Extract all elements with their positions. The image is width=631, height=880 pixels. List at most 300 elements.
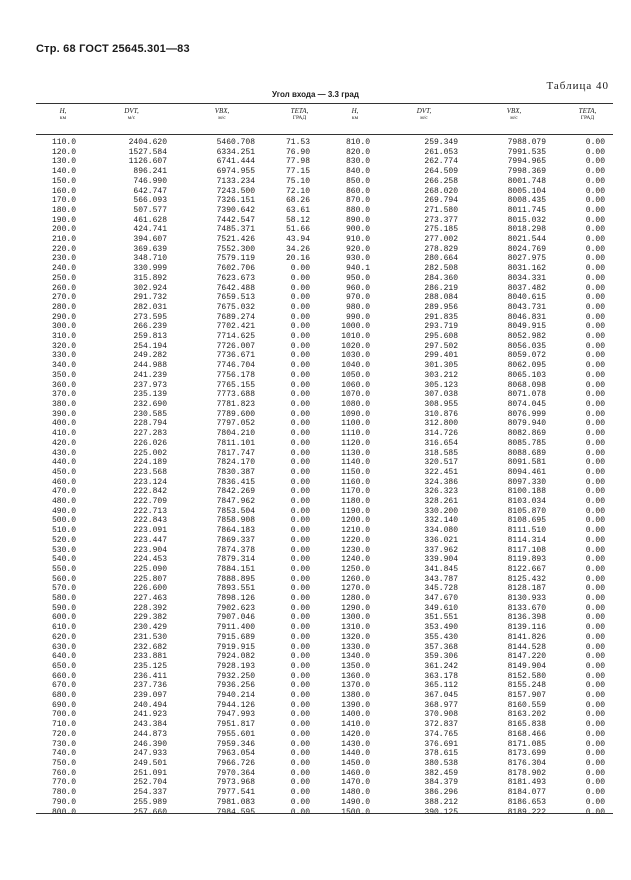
table-cell: 1480.0 bbox=[341, 788, 370, 798]
table-cell: 7994.965 bbox=[507, 157, 546, 167]
table-cell: 232.682 bbox=[133, 642, 167, 652]
table-cell: 233.881 bbox=[133, 652, 167, 662]
table-cell: 222.843 bbox=[133, 516, 167, 526]
table-cell: 8021.544 bbox=[507, 235, 546, 245]
table-cell: 8027.975 bbox=[507, 254, 546, 264]
table-cell: 0.00 bbox=[585, 157, 605, 167]
table-cell: 0.00 bbox=[585, 215, 605, 225]
table-cell: 390.0 bbox=[51, 409, 76, 419]
table-cell: 7485.371 bbox=[216, 225, 255, 235]
table-cell: 7797.052 bbox=[216, 419, 255, 429]
table-cell: 275.185 bbox=[424, 225, 458, 235]
table-cell: 830.0 bbox=[345, 157, 370, 167]
table-cell: 0.00 bbox=[585, 710, 605, 720]
table-row bbox=[36, 555, 613, 565]
table-cell: 0.00 bbox=[290, 448, 310, 458]
table-cell: 840.0 bbox=[345, 167, 370, 177]
table-cell: 241.239 bbox=[133, 370, 167, 380]
table-cell: 303.212 bbox=[424, 370, 458, 380]
table-cell: 7326.151 bbox=[216, 196, 255, 206]
table-cell: 345.728 bbox=[424, 584, 458, 594]
table-cell: 8056.035 bbox=[507, 341, 546, 351]
table-cell: 700.0 bbox=[51, 710, 76, 720]
table-cell: 7924.082 bbox=[216, 652, 255, 662]
table-cell: 0.00 bbox=[290, 535, 310, 545]
table-cell: 800.0 bbox=[51, 807, 76, 817]
table-cell: 8071.078 bbox=[507, 390, 546, 400]
table-cell: 266.258 bbox=[424, 176, 458, 186]
table-cell: 223.091 bbox=[133, 526, 167, 536]
table-cell: 0.00 bbox=[585, 729, 605, 739]
table-cell: 278.829 bbox=[424, 244, 458, 254]
table-cell: 0.00 bbox=[585, 273, 605, 283]
table-cell: 244.988 bbox=[133, 361, 167, 371]
table-cell: 369.639 bbox=[133, 244, 167, 254]
table-cell: 0.00 bbox=[290, 351, 310, 361]
table-cell: 7966.726 bbox=[216, 759, 255, 768]
table-cell: 500.0 bbox=[51, 516, 76, 526]
table-cell: 0.00 bbox=[585, 429, 605, 439]
table-cell: 0.00 bbox=[585, 739, 605, 749]
table-cell: 324.386 bbox=[424, 477, 458, 487]
table-cell: 250.0 bbox=[51, 273, 76, 283]
table-row bbox=[36, 652, 613, 662]
table-cell: 8136.398 bbox=[507, 613, 546, 623]
table-row bbox=[36, 584, 613, 594]
table-label: Таблица 40 bbox=[546, 80, 609, 92]
table-cell: 810.0 bbox=[345, 138, 370, 147]
table-cell: 1040.0 bbox=[341, 361, 370, 371]
table-cell: 251.091 bbox=[133, 768, 167, 778]
table-cell: 1380.0 bbox=[341, 691, 370, 701]
table-row bbox=[36, 303, 613, 313]
table-cell: 424.741 bbox=[133, 225, 167, 235]
table-cell: 51.66 bbox=[285, 225, 310, 235]
table-cell: 370.908 bbox=[424, 710, 458, 720]
table-cell: 273.595 bbox=[133, 312, 167, 322]
table-cell: 7932.250 bbox=[216, 671, 255, 681]
table-cell: 0.00 bbox=[585, 584, 605, 594]
table-row bbox=[36, 788, 613, 798]
table-cell: 390.125 bbox=[424, 807, 458, 817]
table-cell: 400.0 bbox=[51, 419, 76, 429]
table-cell: 1470.0 bbox=[341, 778, 370, 788]
table-row bbox=[36, 177, 613, 187]
table-cell: 0.00 bbox=[585, 302, 605, 312]
table-cell: 0.00 bbox=[585, 671, 605, 681]
table-cell: 0.00 bbox=[585, 768, 605, 778]
table-cell: 8152.580 bbox=[507, 671, 546, 681]
table-cell: 68.26 bbox=[285, 196, 310, 206]
table-cell: 8091.581 bbox=[507, 458, 546, 468]
table-cell: 7973.968 bbox=[216, 778, 255, 788]
table-cell: 269.794 bbox=[424, 196, 458, 206]
table-cell: 297.502 bbox=[424, 341, 458, 351]
table-cell: 1260.0 bbox=[341, 574, 370, 584]
table-cell: 7773.688 bbox=[216, 390, 255, 400]
table-row bbox=[36, 468, 613, 478]
table-cell: 910.0 bbox=[345, 235, 370, 245]
table-cell: 1220.0 bbox=[341, 535, 370, 545]
table-row bbox=[36, 134, 613, 148]
table-cell: 0.00 bbox=[585, 555, 605, 565]
table-cell: 710.0 bbox=[51, 720, 76, 730]
table-cell: 7442.547 bbox=[216, 215, 255, 225]
table-cell: 7804.210 bbox=[216, 429, 255, 439]
table-cell: 7984.595 bbox=[216, 807, 255, 817]
table-cell: 0.00 bbox=[585, 526, 605, 536]
table-cell: 1430.0 bbox=[341, 739, 370, 749]
table-cell: 291.835 bbox=[424, 312, 458, 322]
table-cell: 0.00 bbox=[290, 661, 310, 671]
table-cell: 1130.0 bbox=[341, 448, 370, 458]
table-cell: 550.0 bbox=[51, 564, 76, 574]
table-cell: 0.00 bbox=[585, 409, 605, 419]
table-cell: 0.00 bbox=[585, 594, 605, 604]
table-cell: 430.0 bbox=[51, 448, 76, 458]
table-cell: 244.873 bbox=[133, 729, 167, 739]
table-cell: 223.447 bbox=[133, 535, 167, 545]
table-cell: 348.710 bbox=[133, 254, 167, 264]
table-cell: 730.0 bbox=[51, 739, 76, 749]
table-cell: 0.00 bbox=[585, 506, 605, 516]
table-row bbox=[36, 769, 613, 779]
table-cell: 8144.528 bbox=[507, 642, 546, 652]
table-cell: 8117.108 bbox=[507, 545, 546, 555]
table-cell: 0.00 bbox=[290, 312, 310, 322]
table-row bbox=[36, 497, 613, 507]
col-header-h: H, км bbox=[59, 107, 67, 121]
table-cell: 1120.0 bbox=[341, 438, 370, 448]
table-cell: 8062.095 bbox=[507, 361, 546, 371]
col-header-teta-2: ТЕТА, ГРАД bbox=[578, 107, 597, 121]
table-cell: 270.0 bbox=[51, 293, 76, 303]
table-cell: 282.031 bbox=[133, 302, 167, 312]
table-cell: 0.00 bbox=[290, 264, 310, 274]
table-cell: 262.774 bbox=[424, 157, 458, 167]
table-cell: 228.794 bbox=[133, 419, 167, 429]
table-cell: 226.600 bbox=[133, 584, 167, 594]
table-cell: 0.00 bbox=[290, 681, 310, 691]
table-cell: 0.00 bbox=[585, 632, 605, 642]
table-cell: 0.00 bbox=[290, 778, 310, 788]
table-cell: 0.00 bbox=[585, 380, 605, 390]
table-cell: 990.0 bbox=[345, 312, 370, 322]
table-cell: 7879.314 bbox=[216, 555, 255, 565]
table-row bbox=[36, 167, 613, 177]
table-cell: 8173.699 bbox=[507, 749, 546, 759]
table-cell: 249.501 bbox=[133, 759, 167, 768]
table-cell: 8097.330 bbox=[507, 477, 546, 487]
table-row bbox=[36, 390, 613, 400]
table-cell: 357.368 bbox=[424, 642, 458, 652]
table-row bbox=[36, 507, 613, 517]
table-cell: 1180.0 bbox=[341, 497, 370, 507]
table-cell: 0.00 bbox=[585, 312, 605, 322]
table-cell: 295.608 bbox=[424, 332, 458, 342]
table-cell: 1250.0 bbox=[341, 564, 370, 574]
table-cell: 160.0 bbox=[51, 186, 76, 196]
table-cell: 8015.032 bbox=[507, 215, 546, 225]
table-cell: 590.0 bbox=[51, 603, 76, 613]
table-cell: 225.807 bbox=[133, 574, 167, 584]
table-cell: 351.551 bbox=[424, 613, 458, 623]
table-cell: 1330.0 bbox=[341, 642, 370, 652]
table-cell: 7642.488 bbox=[216, 283, 255, 293]
table-row bbox=[36, 216, 613, 226]
table-cell: 0.00 bbox=[585, 477, 605, 487]
table-cell: 0.00 bbox=[290, 594, 310, 604]
table-cell: 305.123 bbox=[424, 380, 458, 390]
table-cell: 7864.183 bbox=[216, 526, 255, 536]
table-cell: 450.0 bbox=[51, 467, 76, 477]
table-cell: 264.509 bbox=[424, 167, 458, 177]
table-cell: 8186.653 bbox=[507, 797, 546, 807]
table-cell: 8189.222 bbox=[507, 807, 546, 817]
table-cell: 660.0 bbox=[51, 671, 76, 681]
table-cell: 268.020 bbox=[424, 186, 458, 196]
table-cell: 8052.982 bbox=[507, 332, 546, 342]
table-cell: 259.813 bbox=[133, 332, 167, 342]
table-cell: 566.093 bbox=[133, 196, 167, 206]
table-cell: 223.124 bbox=[133, 477, 167, 487]
table-cell: 0.00 bbox=[290, 555, 310, 565]
table-cell: 0.00 bbox=[290, 613, 310, 623]
table-cell: 310.0 bbox=[51, 332, 76, 342]
table-cell: 1500.0 bbox=[341, 807, 370, 817]
table-cell: 8031.162 bbox=[507, 264, 546, 274]
table-cell: 7951.817 bbox=[216, 720, 255, 730]
table-cell: 0.00 bbox=[585, 691, 605, 701]
table-row bbox=[36, 419, 613, 429]
table-cell: 8076.999 bbox=[507, 409, 546, 419]
table-cell: 7623.673 bbox=[216, 273, 255, 283]
table-cell: 8040.615 bbox=[507, 293, 546, 303]
table-cell: 8128.187 bbox=[507, 584, 546, 594]
table-cell: 680.0 bbox=[51, 691, 76, 701]
table-cell: 7853.504 bbox=[216, 506, 255, 516]
table-cell: 0.00 bbox=[585, 370, 605, 380]
table-cell: 8149.904 bbox=[507, 661, 546, 671]
table-cell: 0.00 bbox=[585, 322, 605, 332]
table-cell: 260.0 bbox=[51, 283, 76, 293]
table-row bbox=[36, 633, 613, 643]
table-cell: 1150.0 bbox=[341, 467, 370, 477]
table-cell: 1340.0 bbox=[341, 652, 370, 662]
table-cell: 310.876 bbox=[424, 409, 458, 419]
table-cell: 1290.0 bbox=[341, 603, 370, 613]
table-cell: 950.0 bbox=[345, 273, 370, 283]
table-row bbox=[36, 672, 613, 682]
table-cell: 190.0 bbox=[51, 215, 76, 225]
table-cell: 880.0 bbox=[345, 205, 370, 215]
table-cell: 237.973 bbox=[133, 380, 167, 390]
table-cell: 570.0 bbox=[51, 584, 76, 594]
table-cell: 540.0 bbox=[51, 555, 76, 565]
table-cell: 470.0 bbox=[51, 487, 76, 497]
table-cell: 8125.432 bbox=[507, 574, 546, 584]
table-row bbox=[36, 604, 613, 614]
table-cell: 0.00 bbox=[290, 380, 310, 390]
table-cell: 1000.0 bbox=[341, 322, 370, 332]
table-cell: 0.00 bbox=[290, 506, 310, 516]
table-row bbox=[36, 778, 613, 788]
table-cell: 378.615 bbox=[424, 749, 458, 759]
table-cell: 1170.0 bbox=[341, 487, 370, 497]
table-cell: 110.0 bbox=[51, 138, 76, 147]
table-cell: 0.00 bbox=[585, 186, 605, 196]
table-cell: 0.00 bbox=[585, 264, 605, 274]
table-row bbox=[36, 730, 613, 740]
table-cell: 0.00 bbox=[585, 448, 605, 458]
table-cell: 7884.151 bbox=[216, 564, 255, 574]
table-cell: 1450.0 bbox=[341, 759, 370, 768]
table-cell: 8176.304 bbox=[507, 759, 546, 768]
table-title: Угол входа — 3.3 град bbox=[272, 90, 359, 99]
table-cell: 7714.625 bbox=[216, 332, 255, 342]
table-cell: 7689.274 bbox=[216, 312, 255, 322]
table-cell: 20.16 bbox=[285, 254, 310, 264]
table-cell: 0.00 bbox=[585, 516, 605, 526]
table-cell: 8119.893 bbox=[507, 555, 546, 565]
table-cell: 850.0 bbox=[345, 176, 370, 186]
table-cell: 940.1 bbox=[345, 264, 370, 274]
table-cell: 520.0 bbox=[51, 535, 76, 545]
table-row bbox=[36, 449, 613, 459]
table-cell: 746.990 bbox=[133, 176, 167, 186]
table-cell: 490.0 bbox=[51, 506, 76, 516]
table-cell: 1110.0 bbox=[341, 429, 370, 439]
table-cell: 0.00 bbox=[585, 458, 605, 468]
table-cell: 241.923 bbox=[133, 710, 167, 720]
table-cell: 7902.623 bbox=[216, 603, 255, 613]
table-cell: 226.026 bbox=[133, 438, 167, 448]
table-cell: 8103.034 bbox=[507, 497, 546, 507]
table-cell: 7991.535 bbox=[507, 147, 546, 157]
table-cell: 1270.0 bbox=[341, 584, 370, 594]
table-cell: 76.90 bbox=[285, 147, 310, 157]
table-cell: 7659.513 bbox=[216, 293, 255, 303]
table-cell: 308.955 bbox=[424, 399, 458, 409]
table-row bbox=[36, 351, 613, 361]
table-cell: 7858.908 bbox=[216, 516, 255, 526]
table-row bbox=[36, 565, 613, 575]
table-cell: 1080.0 bbox=[341, 399, 370, 409]
table-cell: 1460.0 bbox=[341, 768, 370, 778]
table-cell: 0.00 bbox=[585, 283, 605, 293]
table-cell: 0.00 bbox=[290, 332, 310, 342]
table-cell: 740.0 bbox=[51, 749, 76, 759]
table-cell: 560.0 bbox=[51, 574, 76, 584]
table-cell: 302.924 bbox=[133, 283, 167, 293]
table-cell: 388.212 bbox=[424, 797, 458, 807]
table-cell: 0.00 bbox=[290, 341, 310, 351]
page-number: Стр. 68 bbox=[36, 43, 76, 55]
table-cell: 368.977 bbox=[424, 700, 458, 710]
table-cell: 8034.331 bbox=[507, 273, 546, 283]
table-cell: 0.00 bbox=[290, 409, 310, 419]
table-cell: 600.0 bbox=[51, 613, 76, 623]
table-cell: 6974.955 bbox=[216, 167, 255, 177]
table-cell: 347.670 bbox=[424, 594, 458, 604]
table-row bbox=[36, 594, 613, 604]
table-cell: 8184.077 bbox=[507, 788, 546, 798]
table-cell: 261.053 bbox=[424, 147, 458, 157]
table-cell: 510.0 bbox=[51, 526, 76, 536]
table-cell: 240.494 bbox=[133, 700, 167, 710]
table-cell: 222.713 bbox=[133, 506, 167, 516]
table-cell: 7959.346 bbox=[216, 739, 255, 749]
table-cell: 0.00 bbox=[290, 419, 310, 429]
table-cell: 77.15 bbox=[285, 167, 310, 177]
table-cell: 1300.0 bbox=[341, 613, 370, 623]
table-cell: 301.305 bbox=[424, 361, 458, 371]
table-cell: 8108.695 bbox=[507, 516, 546, 526]
table-cell: 1190.0 bbox=[341, 506, 370, 516]
table-row bbox=[36, 274, 613, 284]
table-cell: 0.00 bbox=[290, 545, 310, 555]
table-cell: 334.080 bbox=[424, 526, 458, 536]
table-cell: 1360.0 bbox=[341, 671, 370, 681]
table-cell: 0.00 bbox=[290, 749, 310, 759]
table-cell: 0.00 bbox=[290, 438, 310, 448]
table-cell: 288.084 bbox=[424, 293, 458, 303]
table-cell: 0.00 bbox=[290, 361, 310, 371]
table-cell: 257.660 bbox=[133, 807, 167, 817]
table-cell: 353.490 bbox=[424, 623, 458, 633]
table-cell: 896.241 bbox=[133, 167, 167, 177]
table-cell: 0.00 bbox=[290, 526, 310, 536]
table-cell: 0.00 bbox=[290, 399, 310, 409]
table-cell: 223.904 bbox=[133, 545, 167, 555]
table-cell: 8088.689 bbox=[507, 448, 546, 458]
table-cell: 252.704 bbox=[133, 778, 167, 788]
table-cell: 580.0 bbox=[51, 594, 76, 604]
table-cell: 630.0 bbox=[51, 642, 76, 652]
table-cell: 222.842 bbox=[133, 487, 167, 497]
table-cell: 330.200 bbox=[424, 506, 458, 516]
table-cell: 0.00 bbox=[585, 720, 605, 730]
table-cell: 1350.0 bbox=[341, 661, 370, 671]
table-cell: 312.800 bbox=[424, 419, 458, 429]
table-row bbox=[36, 798, 613, 808]
table-row bbox=[36, 710, 613, 720]
table-cell: 0.00 bbox=[585, 564, 605, 574]
table-cell: 8100.188 bbox=[507, 487, 546, 497]
col-header-vbx-2: VBX, м/с bbox=[506, 107, 522, 121]
table-cell: 7998.369 bbox=[507, 167, 546, 177]
table-row bbox=[36, 575, 613, 585]
table-cell: 7842.269 bbox=[216, 487, 255, 497]
table-cell: 316.654 bbox=[424, 438, 458, 448]
table-cell: 0.00 bbox=[585, 390, 605, 400]
table-cell: 870.0 bbox=[345, 196, 370, 206]
table-cell: 8147.220 bbox=[507, 652, 546, 662]
table-cell: 225.090 bbox=[133, 564, 167, 574]
table-cell: 0.00 bbox=[585, 438, 605, 448]
table-cell: 0.00 bbox=[585, 196, 605, 206]
table-cell: 7940.214 bbox=[216, 691, 255, 701]
table-cell: 7977.541 bbox=[216, 788, 255, 798]
table-row bbox=[36, 759, 613, 769]
table-cell: 0.00 bbox=[585, 623, 605, 633]
table-cell: 7824.170 bbox=[216, 458, 255, 468]
table-cell: 0.00 bbox=[290, 603, 310, 613]
table-cell: 259.349 bbox=[424, 138, 458, 147]
table-cell: 1030.0 bbox=[341, 351, 370, 361]
table-cell: 7579.119 bbox=[216, 254, 255, 264]
table-cell: 0.00 bbox=[290, 768, 310, 778]
